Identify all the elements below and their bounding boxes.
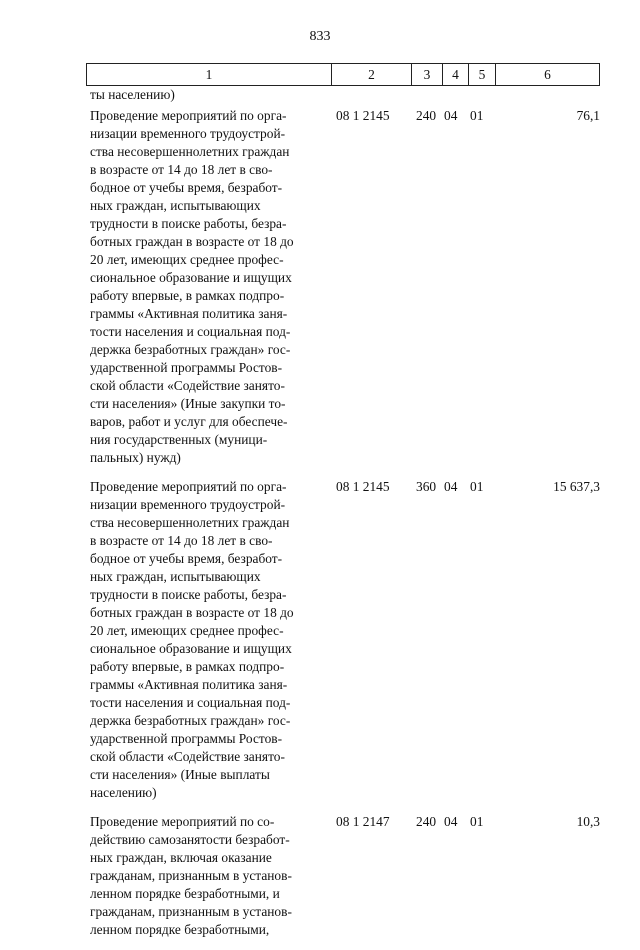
continuation-text: ты населению) bbox=[90, 87, 175, 102]
description-line: трудности в поиске работы, безра- bbox=[90, 587, 287, 602]
description-line: низации временного трудоустрой- bbox=[90, 126, 286, 141]
description-line: держка безработных граждан» гос- bbox=[90, 713, 291, 728]
table-column-header bbox=[86, 63, 600, 86]
description-line: ленном порядке безработными, bbox=[90, 922, 270, 937]
row-amount: 15 637,3 bbox=[553, 479, 600, 494]
description-line: работу впервые, в рамках подпро- bbox=[90, 288, 285, 303]
table-row bbox=[90, 107, 600, 467]
row-section: 04 bbox=[444, 479, 458, 494]
description-line: в возрасте от 14 до 18 лет в сво- bbox=[90, 162, 273, 177]
description-line: гражданам, признанным в установ- bbox=[90, 868, 292, 883]
description-line: в возрасте от 14 до 18 лет в сво- bbox=[90, 533, 273, 548]
description-line: 20 лет, имеющих среднее профес- bbox=[90, 252, 284, 267]
description-line: 20 лет, имеющих среднее профес- bbox=[90, 623, 284, 638]
description-line: граммы «Активная политика заня- bbox=[90, 306, 288, 321]
row-subsection: 01 bbox=[470, 108, 484, 123]
row-section: 04 bbox=[444, 814, 458, 829]
row-subsection: 01 bbox=[470, 479, 484, 494]
description-line: ботных граждан в возрасте от 18 до bbox=[90, 605, 294, 620]
description-line: сти населения» (Иные выплаты bbox=[90, 767, 270, 782]
description-line: действию самозанятости безработ- bbox=[90, 832, 290, 847]
row-expense-type: 360 bbox=[416, 479, 437, 494]
row-amount: 76,1 bbox=[576, 108, 600, 123]
description-line: ударственной программы Ростов- bbox=[90, 731, 283, 746]
row-code: 08 1 2145 bbox=[336, 108, 390, 123]
row-code: 08 1 2147 bbox=[336, 814, 390, 829]
description-line: пальных) нужд) bbox=[90, 450, 181, 465]
description-line: варов, работ и услуг для обеспече- bbox=[90, 414, 288, 429]
description-line: сиональное образование и ищущих bbox=[90, 641, 292, 656]
column-header-3: 3 bbox=[411, 64, 442, 85]
description-line: населению) bbox=[90, 785, 157, 800]
description-line: граммы «Активная политика заня- bbox=[90, 677, 288, 692]
table-body bbox=[90, 107, 600, 950]
description-line: работу впервые, в рамках подпро- bbox=[90, 659, 285, 674]
description-line: держка безработных граждан» гос- bbox=[90, 342, 291, 357]
description-line: ния государственных (муници- bbox=[90, 432, 268, 447]
description-line: тости населения и социальная под- bbox=[90, 695, 291, 710]
description-line: Проведение мероприятий по орга- bbox=[90, 479, 287, 494]
description-line: гражданам, признанным в установ- bbox=[90, 904, 292, 919]
table-row bbox=[90, 478, 600, 802]
column-header-4: 4 bbox=[442, 64, 468, 85]
row-description bbox=[90, 813, 326, 939]
description-line: ных граждан, испытывающих bbox=[90, 569, 261, 584]
column-header-5: 5 bbox=[468, 64, 495, 85]
row-code: 08 1 2145 bbox=[336, 479, 390, 494]
column-header-2: 2 bbox=[331, 64, 411, 85]
description-line: ства несовершеннолетних граждан bbox=[90, 144, 290, 159]
row-expense-type: 240 bbox=[416, 108, 437, 123]
description-line: сиональное образование и ищущих bbox=[90, 270, 292, 285]
description-line: ленном порядке безработными, и bbox=[90, 886, 280, 901]
description-line: ботных граждан в возрасте от 18 до bbox=[90, 234, 294, 249]
row-amount: 10,3 bbox=[576, 814, 600, 829]
description-line: ных граждан, включая оказание bbox=[90, 850, 272, 865]
description-line: ных граждан, испытывающих bbox=[90, 198, 261, 213]
row-section: 04 bbox=[444, 108, 458, 123]
description-line: трудности в поиске работы, безра- bbox=[90, 216, 287, 231]
description-line: ударственной программы Ростов- bbox=[90, 360, 283, 375]
description-line: бодное от учебы время, безработ- bbox=[90, 551, 283, 566]
page-number: 833 bbox=[309, 29, 331, 44]
column-header-1: 1 bbox=[205, 67, 213, 82]
description-line: сти населения» (Иные закупки то- bbox=[90, 396, 286, 411]
table-row bbox=[90, 813, 600, 939]
row-expense-type: 240 bbox=[416, 814, 437, 829]
description-line: Проведение мероприятий по со- bbox=[90, 814, 275, 829]
description-line: тости населения и социальная под- bbox=[90, 324, 291, 339]
description-line: ской области «Содействие занято- bbox=[90, 749, 285, 764]
description-line: ства несовершеннолетних граждан bbox=[90, 515, 290, 530]
description-line: Проведение мероприятий по орга- bbox=[90, 108, 287, 123]
row-subsection: 01 bbox=[470, 814, 484, 829]
column-header-6: 6 bbox=[495, 64, 599, 85]
description-line: ской области «Содействие занято- bbox=[90, 378, 285, 393]
description-line: бодное от учебы время, безработ- bbox=[90, 180, 283, 195]
row-description bbox=[90, 107, 326, 467]
description-line: низации временного трудоустрой- bbox=[90, 497, 286, 512]
row-description bbox=[90, 478, 326, 802]
